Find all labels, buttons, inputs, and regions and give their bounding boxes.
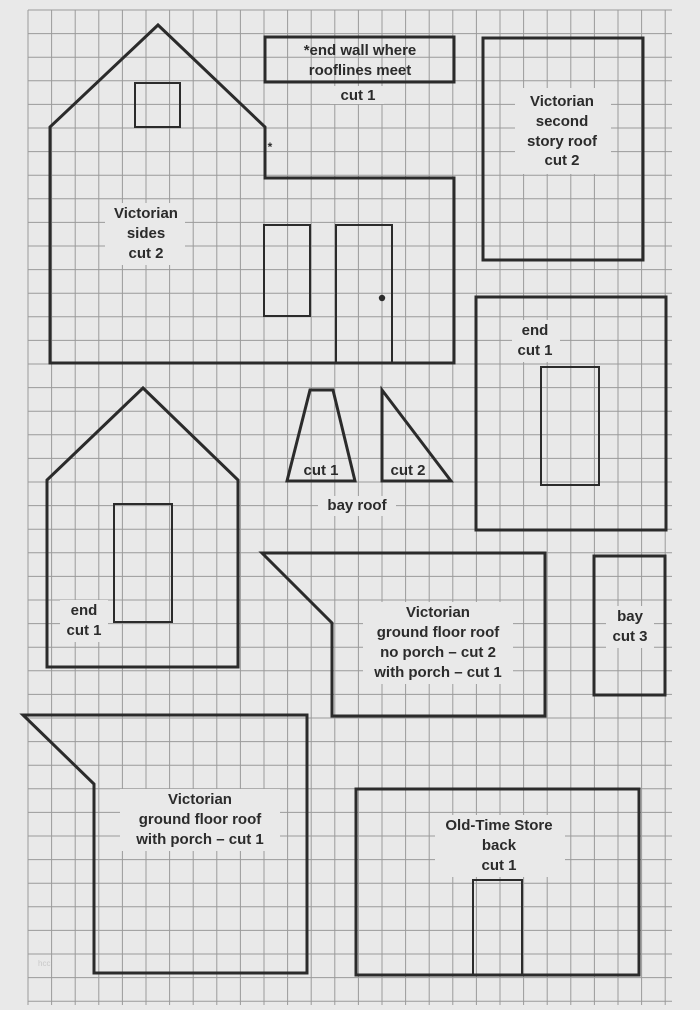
ground-floor-roof-porch-label-3: with porch – cut 1	[136, 830, 264, 848]
end-wall-label-1: *end wall where	[303, 41, 417, 59]
victorian-sides-label-1: Victorian	[114, 204, 178, 222]
ground-floor-roof-porch-label-2: ground floor roof	[138, 810, 262, 828]
bay-label-2: cut 3	[612, 627, 648, 645]
end-left-label-1: end	[70, 601, 98, 619]
end-right-label-1: end	[521, 321, 549, 339]
second-story-roof-label-3: story roof	[526, 132, 598, 150]
store-back-label-2: back	[481, 836, 517, 854]
end-right-window	[541, 367, 599, 485]
end-wall-label-2: rooflines meet	[308, 61, 412, 79]
victorian-sides-label-3: cut 2	[128, 244, 164, 262]
second-story-roof-label-2: second	[535, 112, 589, 130]
bay-roof-piece-1-label: cut 1	[303, 461, 339, 479]
bay-label-1: bay	[617, 607, 643, 625]
victorian-sides-label-2: sides	[126, 224, 166, 242]
corner-mark: *	[267, 140, 273, 155]
victorian-sides-window	[135, 83, 180, 127]
end-left-label-2: cut 1	[66, 621, 102, 639]
watermark: hcc	[38, 959, 51, 968]
store-back-door	[473, 880, 522, 975]
store-back-label-3: cut 1	[481, 856, 517, 874]
store-back-label-1: Old-Time Store	[445, 816, 553, 834]
second-story-roof-label-1: Victorian	[530, 92, 594, 110]
end-right-label-2: cut 1	[517, 341, 553, 359]
second-story-roof-label-4: cut 2	[544, 151, 580, 169]
ground-floor-roof-label-2: ground floor roof	[376, 623, 500, 641]
bay-roof-piece-2-label: cut 2	[390, 461, 426, 479]
bay-roof-caption: bay roof	[327, 496, 387, 514]
ground-floor-roof-label-3: no porch – cut 2	[380, 643, 496, 661]
door-knob-icon	[379, 295, 385, 301]
ground-floor-roof-label-4: with porch – cut 1	[374, 663, 502, 681]
victorian-sides-window-tall	[264, 225, 310, 316]
ground-floor-roof-porch-label-1: Victorian	[168, 790, 232, 808]
end-wall-label-3: cut 1	[340, 86, 376, 104]
ground-floor-roof-label-1: Victorian	[406, 603, 470, 621]
